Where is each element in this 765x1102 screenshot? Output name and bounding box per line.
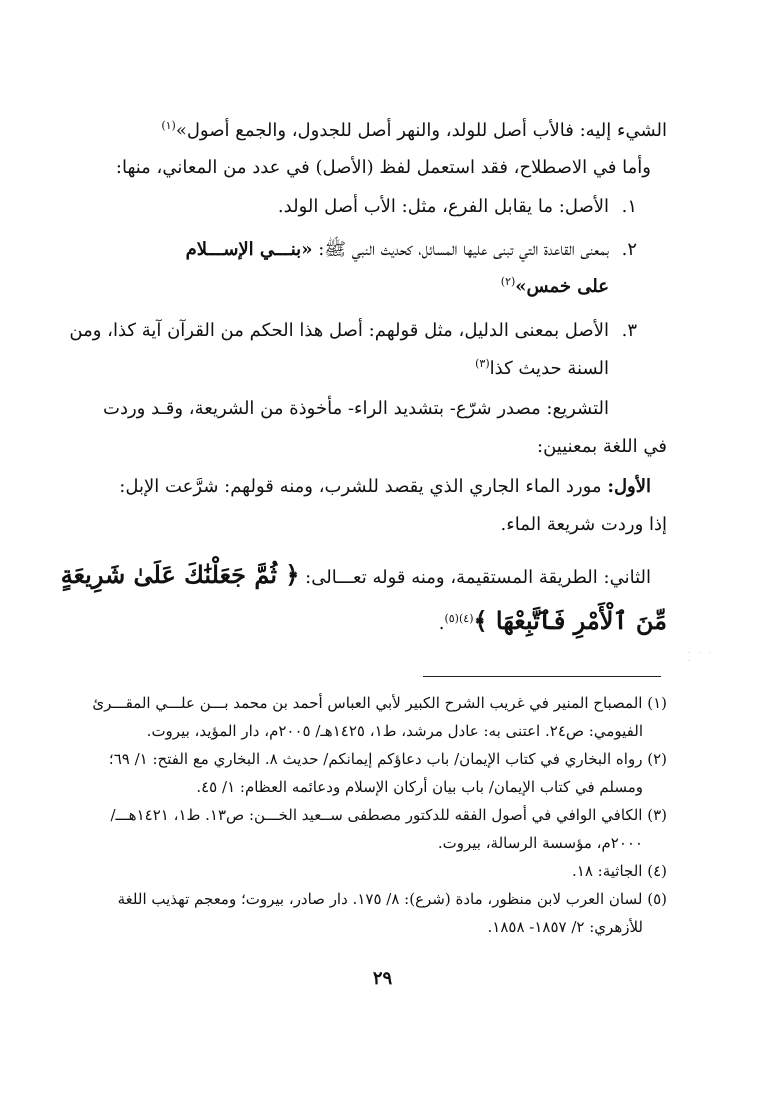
tashri-line-2: في اللغة بمعنيين:	[537, 436, 667, 457]
tashri-line-1: التشريع: مصدر شرّع- بتشديد الراء- مأخوذة من الشريعة، وقـد وردت	[103, 398, 609, 419]
footnote-3: (٣) الكافي الوافي في أصول الفقه للدكتور مصطفى ســعيد الخـــن: ص١٣. ط١، ١٤٢١هـــ/	[110, 806, 667, 824]
quran-verse-b: مِّنَ ٱلْأَمْرِ فَٱتَّبِعْهَا ﴾	[473, 606, 667, 635]
footnote-ref-1[interactable]: (١)	[161, 119, 176, 132]
meaning-second: الثاني: الطريقة المستقيمة، ومنه قوله تعـــالى: ﴿ ثُمَّ جَعَلْنَٰكَ عَلَىٰ شَرِيعَةٍ	[60, 560, 651, 589]
footnote-2-cont: ومسلم في كتاب الإيمان/ باب بيان أركان الإسلام ودعائمه العظام: ١/ ٤٥.	[196, 778, 643, 796]
footnote-ref-2[interactable]: (٢)	[500, 275, 516, 288]
list-item-3: ٣.الأصل بمعنى الدليل، مثل قولهم: أصل هذا الحكم من القرآن آية كذا، ومن	[69, 312, 637, 350]
body-line-2: وأما في الاصطلاح، فقد استعمل لفظ (الأصل) في عدد من المعاني، منها:	[115, 157, 651, 178]
meaning-first: الأول: مورد الماء الجاري الذي يقصد للشرب، ومنه قولهم: شرَّعت الإبل:	[119, 476, 651, 497]
footnote-4: (٤) الجاثية: ١٨.	[571, 862, 667, 880]
list-item-2-cont: على خمس»$^{(٢)}$	[500, 275, 609, 297]
hadith-quote: «بنـــي الإســـلام	[185, 239, 313, 260]
footnote-5-cont: للأزهري: ٢/ ١٨٥٧- ١٨٥٨.	[487, 918, 643, 936]
footnote-3-cont: ٢٠٠٠م، مؤسسة الرسالة، بيروت.	[437, 834, 643, 852]
list-item-2: ٢.بمعنى القاعدة التي تبنى عليها المسائل، كحديث النبي ﷺ: «بنـــي الإســـلام	[97, 231, 637, 269]
page-number: ٢٩	[372, 968, 393, 989]
footnote-2: (٢) رواه البخاري في كتاب الإيمان/ باب دعاؤكم إيمانكم/ حديث ٨. البخاري مع الفتح: ١/ ٦٩؛	[108, 750, 667, 768]
footnote-5: (٥) لسان العرب لابن منظور، مادة (شرع): ٨/ ١٧٥. دار صادر، بيروت؛ ومعجم تهذيب اللغة	[117, 890, 667, 908]
scan-speck: · · · ·	[688, 649, 715, 665]
footnote-1: (١) المصباح المنير في غريب الشرح الكبير لأبي العباس أحمد بن محمد بـــن علـــي المقـــرئ	[92, 694, 667, 712]
body-line-1: الشيء إليه: فالأب أصل للولد، والنهر أصل للجدول، والجمع أصول»$^{(١)}$	[161, 119, 667, 141]
list-item-3-cont: السنة حديث كذا$^{(٣)}$	[475, 357, 609, 379]
list-item-1: ١.الأصل: ما يقابل الفرع، مثل: الأب أصل الولد.	[278, 188, 637, 226]
footnote-ref-3[interactable]: (٣)	[475, 357, 490, 370]
quran-verse-a: ﴿ ثُمَّ جَعَلْنَٰكَ عَلَىٰ شَرِيعَةٍ	[60, 560, 300, 589]
meaning-first-cont: إذا وردت شريعة الماء.	[500, 514, 667, 535]
footnote-1-cont: الفيومي: ص٢٤. اعتنى به: عادل مرشد، ط١، ١٤٢٥هـ/ ٢٠٠٥م، دار المؤيد، بيروت.	[146, 722, 643, 740]
meaning-second-cont: مِّنَ ٱلْأَمْرِ فَٱتَّبِعْهَا ﴾$^{(٤)(٥)}$.	[438, 606, 667, 635]
list-number: ١.	[621, 196, 637, 217]
footnote-ref-4-5[interactable]: (٤)(٥)	[444, 612, 474, 625]
footnote-divider	[423, 676, 661, 677]
list-number: ٢.	[621, 239, 637, 260]
first-label: الأول:	[607, 476, 651, 497]
list-number: ٣.	[621, 320, 637, 341]
